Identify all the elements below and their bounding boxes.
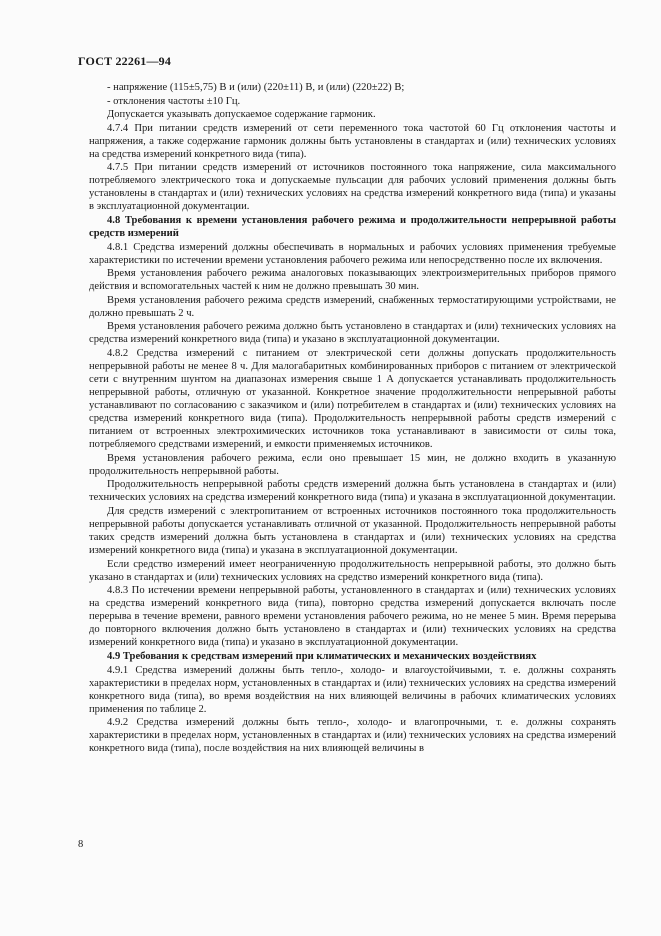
paragraph: Если средство измерений имеет неограниченную продолжительность непрерывной работы, это должно быть указано в стандартах и (или) технических условиях на средство измерений конкретного вида (типа). bbox=[89, 558, 616, 583]
paragraph: 4.8.3 По истечении времени непрерывной работы, установленного в стандартах и (или) технических условиях на средства измерений конкретного вида (типа), повторно средства измерений допускается включать после перерыва в течение времени, равного времени установления рабочего режима, но не менее 5 мин. Время перерыва до повторного включения должно быть установлено в стандартах и (или) технических условиях на средства измерений конкретного вида (типа) и указано в эксплуатационной документации. bbox=[89, 585, 616, 649]
section-heading: 4.8 Требования к времени установления рабочего режима и продолжительности непрерывной работы средств измерений bbox=[89, 214, 616, 240]
document-body bbox=[89, 81, 616, 756]
paragraph: Время установления рабочего режима, если оно превышает 15 мин, не должно входить в указанную продолжительность непрерывной работы. bbox=[89, 452, 616, 477]
section-heading: 4.9 Требования к средствам измерений при климатических и механических воздействиях bbox=[107, 651, 537, 663]
paragraph: Допускается указывать допускаемое содержание гармоник. bbox=[107, 109, 376, 121]
paragraph: 4.8.2 Средства измерений с питанием от электрической сети должны допускать продолжительность непрерывной работы не менее 8 ч. Для малогабаритных комбинированных приборов с питанием от электрической сети с внутренним шунтом на диапазонах измерения свыше 1 А допускается устанавливать продолжительность непрерывной работы, отличную от указанной. Конкретное значение продолжительности непрерывной работы устанавливают по согласованию с заказчиком и (или) потребителем в стандартах и (или) технических условиях на средства измерений конкретного вида (типа). Продолжительность непрерывной работы средств измерений с питанием от встроенных электрохимических источников тока устанавливают в зависимости от силы тока, потребляемого средствами измерений, и емкости применяемых источников. bbox=[89, 347, 616, 451]
paragraph: Время установления рабочего режима средств измерений, снабженных термостатирующими устройствами, не должно превышать 2 ч. bbox=[89, 294, 616, 319]
paragraph: Время установления рабочего режима аналоговых показывающих электроизмерительных приборов прямого действия и вспомогательных частей к ним не должно превышать 30 мин. bbox=[89, 268, 616, 293]
paragraph: Продолжительность непрерывной работы средств измерений должна быть установлена в стандартах и (или) технических условиях на средства измерений конкретного вида (типа) и указана в эксплуатационной документации. bbox=[89, 479, 616, 504]
paragraph: 4.9.1 Средства измерений должны быть тепло-, холодо- и влагоустойчивыми, т. е. должны сохранять характеристики в пределах норм, установленных в стандартах и (или) технических условиях на средства измерений конкретного вида (типа), во время воздействия на них влияющей величины в рабочих климатических условиях применения по таблице 2. bbox=[89, 664, 616, 715]
page-number: 8 bbox=[78, 839, 84, 850]
paragraph: 4.7.4 При питании средств измерений от сети переменного тока частотой 60 Гц отклонения частоты и напряжения, а также содержание гармоник должны быть установлены в стандартах и (или) технических условиях на средства измерений конкретного вида (типа). bbox=[89, 122, 616, 160]
paragraph: Для средств измерений с электропитанием от встроенных источников постоянного тока продолжительность непрерывной работы допускается устанавливать отличной от указанной. Продолжительность непрерывной работы таких средств измерений должна быть установлена в стандартах и (или) технических условиях на средства измерений конкретного вида (типа) и указана в эксплуатационной документации. bbox=[89, 506, 616, 557]
paragraph: 4.9.2 Средства измерений должны быть тепло-, холодо- и влагопрочными, т. е. должны сохранять характеристики в пределах норм, установленных в стандартах и (или) технических условиях на средства измерений конкретного вида (типа), после воздействия на них влияющей величины в bbox=[89, 717, 616, 755]
list-item: - отклонения частоты ±10 Гц. bbox=[107, 95, 241, 107]
list-item: - напряжение (115±5,75) В и (или) (220±11) В, и (или) (220±22) В; bbox=[107, 82, 405, 93]
document-header-title: ГОСТ 22261—94 bbox=[78, 54, 172, 68]
paragraph: Время установления рабочего режима должно быть установлено в стандартах и (или) технических условиях на средства измерений конкретного вида (типа) и указано в эксплуатационной документации. bbox=[89, 321, 616, 346]
paragraph: 4.7.5 При питании средств измерений от источников постоянного тока напряжение, сила максимального потребляемого электрического тока и допускаемые пульсации для рабочих условий применения должны быть установлены в стандартах и (или) технических условиях на средства измерений конкретного вида (типа) и указаны в эксплуатационной документации. bbox=[89, 162, 616, 213]
paragraph: 4.8.1 Средства измерений должны обеспечивать в нормальных и рабочих условиях применения требуемые характеристики по истечении времени установления рабочего режима или непосредственно после их включения. bbox=[89, 241, 616, 266]
